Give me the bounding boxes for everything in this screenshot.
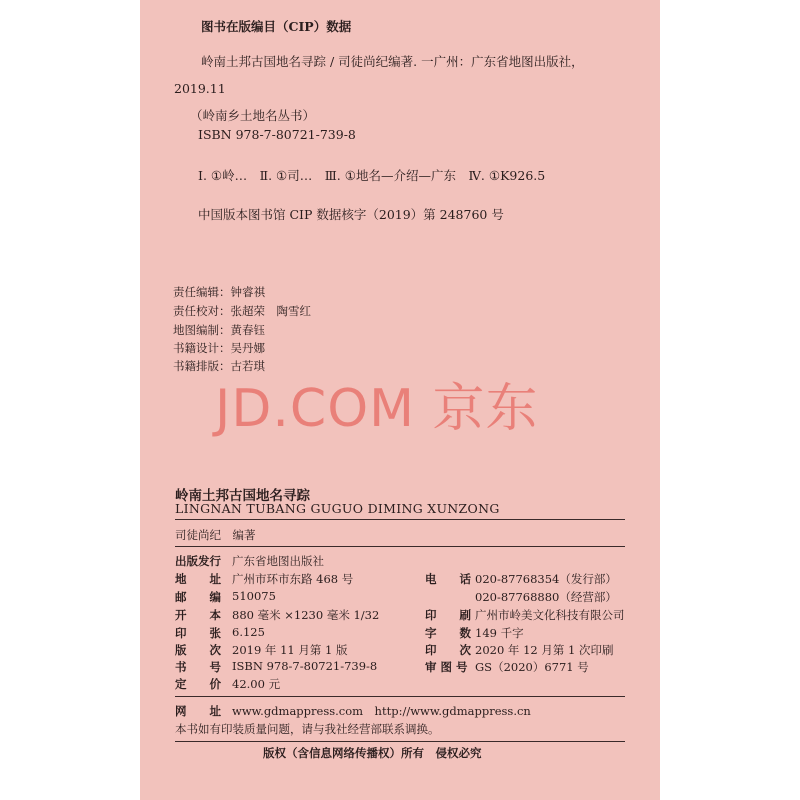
divider <box>175 696 625 697</box>
staff-name: 张超荣 陶雪红 <box>230 304 311 318</box>
impression-label: 印 次 <box>425 643 471 657</box>
words-value: 149 千字 <box>475 626 524 640</box>
price-label: 定 价 <box>175 677 221 691</box>
staff-role: 书籍设计： <box>173 341 231 355</box>
staff-row <box>173 340 265 356</box>
divider <box>175 741 625 742</box>
staff-role: 书籍排版： <box>173 359 231 373</box>
sheets-label: 印 张 <box>175 626 221 640</box>
staff-name: 古若琪 <box>230 359 265 373</box>
phone-value: 020-87768354（发行部） <box>475 572 617 586</box>
map-review-value: GS（2020）6771 号 <box>475 660 589 674</box>
cip-heading: 图书在版编目（CIP）数据 <box>201 19 352 34</box>
book-author: 司徒尚纪 编著 <box>175 528 256 542</box>
cip-entry-line: 岭南土邦古国地名寻踪 / 司徒尚纪编著. 一广州：广东省地图出版社， <box>201 54 584 69</box>
staff-role: 责任编辑： <box>173 285 231 299</box>
words-label: 字 数 <box>425 626 471 640</box>
format-value: 880 毫米 ×1230 毫米 1/32 <box>232 608 380 622</box>
publisher-label: 出版发行 <box>175 554 221 568</box>
cip-entry-date: 2019.11 <box>174 81 226 96</box>
sheets-value: 6.125 <box>232 625 265 639</box>
book-title-pinyin: LINGNAN TUBANG GUGUO DIMING XUNZONG <box>175 501 500 516</box>
cip-isbn: ISBN 978-7-80721-739-8 <box>198 127 356 142</box>
printer-label: 印 刷 <box>425 608 471 622</box>
impression-value: 2020 年 12 月第 1 次印刷 <box>475 643 614 657</box>
copyright-page <box>140 0 660 800</box>
website-label: 网 址 <box>175 704 221 718</box>
cip-series: （岭南乡土地名丛书） <box>190 108 316 123</box>
format-label: 开 本 <box>175 608 221 622</box>
staff-role: 地图编制： <box>173 323 231 337</box>
edition-label: 版 次 <box>175 643 221 657</box>
price-value: 42.00 元 <box>232 677 281 691</box>
cip-classification: Ⅰ. ①岭… Ⅱ. ①司… Ⅲ. ①地名—介绍—广东 Ⅳ. ①K926.5 <box>198 168 546 183</box>
quality-note: 本书如有印装质量问题，请与我社经营部联系调换。 <box>175 722 440 736</box>
divider <box>175 519 625 520</box>
address-label: 地 址 <box>175 572 221 586</box>
staff-name: 吴丹娜 <box>230 341 265 355</box>
jd-watermark: JD.COM 京东 <box>215 379 539 439</box>
phone-value-2: 020-87768880（经营部） <box>475 590 617 604</box>
staff-row <box>173 284 265 300</box>
staff-name: 钟睿祺 <box>230 285 265 299</box>
copyright-notice: 版权（含信息网络传播权）所有 侵权必究 <box>263 746 482 760</box>
postcode-label: 邮 编 <box>175 590 221 604</box>
phone-label: 电 话 <box>425 572 471 586</box>
divider <box>175 546 625 547</box>
staff-row <box>173 303 311 319</box>
address-value: 广州市环市东路 468 号 <box>232 572 354 586</box>
map-review-label: 审 图 号 <box>425 660 468 674</box>
book-title: 岭南土邦古国地名寻踪 <box>175 488 310 504</box>
printer-value: 广州市岭美文化科技有限公司 <box>475 608 625 622</box>
staff-row <box>173 322 265 338</box>
staff-name: 黄春钰 <box>230 323 265 337</box>
publisher-value: 广东省地图出版社 <box>232 554 324 568</box>
edition-value: 2019 年 11 月第 1 版 <box>232 643 348 657</box>
website-value: www.gdmappress.com http://www.gdmappress.cn <box>232 704 531 718</box>
staff-role: 责任校对： <box>173 304 231 318</box>
isbn-label: 书 号 <box>175 660 221 674</box>
cip-record-number: 中国版本图书馆 CIP 数据核字（2019）第 248760 号 <box>198 207 504 222</box>
postcode-value: 510075 <box>232 589 276 603</box>
isbn-value: ISBN 978-7-80721-739-8 <box>232 659 378 673</box>
